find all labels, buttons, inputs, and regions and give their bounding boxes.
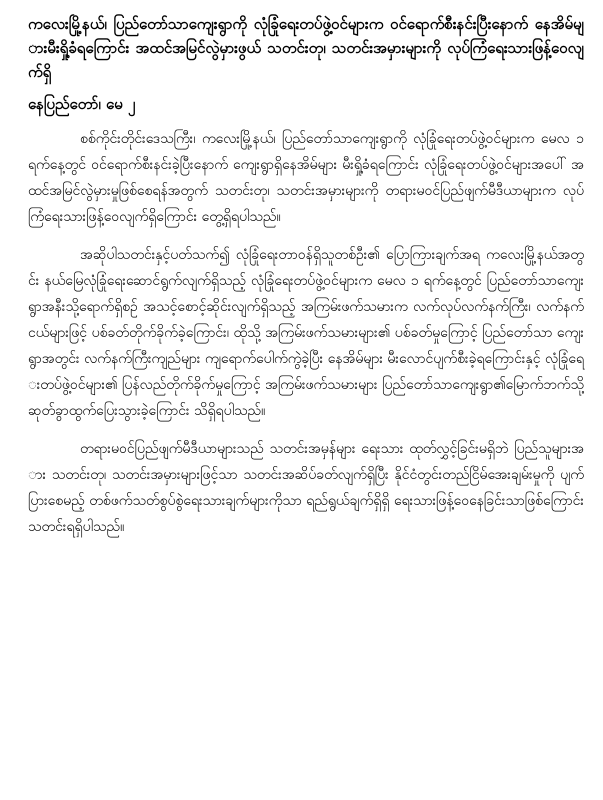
article-headline: ကလေးမြို့နယ်၊ ပြည်တော်သာကျေးရွာကို လုံခြုံရေးတပ်ဖွဲ့ဝင်များက ဝင်ရောက်စီးနင်းပြီးနောက် နေအိမ်များမီးရှို့ခံရကြောင်း အထင်အမြင်လွဲမှားဖွယ် သတင်းတု၊ သတင်းအမှားများကို လုပ်ကြံရေးသားဖြန့်ဝေလျက်ရှိ — [28, 15, 584, 81]
article-paragraph-2: အဆိုပါသတင်းနှင့်ပတ်သက်၍ လုံခြုံရေးတာဝန်ရှိသူတစ်ဦး၏ ပြောကြားချက်အရ ကလေးမြို့နယ်အတွင်း နယ်မြေလုံခြုံရေးဆောင်ရွက်လျက်ရှိသည့် လုံခြုံရေးတပ်ဖွဲ့ဝင်များက မေလ ၁ ရက်နေ့တွင် ပြည်တော်သာကျေးရွာအနီးသို့ရောက်ရှိစဉ် အသင့်စောင့်ဆိုင်းလျက်ရှိသည့် အကြမ်းဖက်သမားက လက်လုပ်လက်နက်ကြီး၊ လက်နက်ငယ်များဖြင့် ပစ်ခတ်တိုက်ခိုက်ခဲ့ကြောင်း၊ ထိုသို့ အကြမ်းဖက်သမားများ၏ ပစ်ခတ်မှုကြောင့် ပြည်တော်သာ ကျေးရွာအတွင်း လက်နက်ကြီးကျည်များ ကျရောက်ပေါက်ကွဲခဲ့ပြီး နေအိမ်များ မီးလောင်ပျက်စီးခဲ့ရကြောင်းနှင့် လုံခြုံရေးတပ်ဖွဲ့ဝင်များ၏ ပြန်လည်တိုက်ခိုက်မှုကြောင့် အကြမ်းဖက်သမားများ ပြည်တော်သာကျေးရွာ၏မြောက်ဘက်သို့ ဆုတ်ခွာထွက်ပြေးသွားခဲ့ကြောင်း သိရှိရပါသည်။ — [28, 247, 584, 419]
article-dateline: နေပြည်တော်၊ မေ ၂ — [28, 95, 136, 113]
article-paragraph-3: တရားမဝင်ပြည်ဖျက်မီဒီယာများသည် သတင်းအမှန်များ ရေးသား ထုတ်လွှင့်ခြင်းမရှိဘဲ ပြည်သူများအား သတင်းတု၊ သတင်းအမှားများဖြင့်သာ သတင်းအဆိပ်ခတ်လျက်ရှိပြီး နိုင်ငံတွင်းတည်ငြိမ်အေးချမ်းမှုကို ပျက်ပြားစေမည့် တစ်ဖက်သတ်စွပ်စွဲရေးသားချက်များကိုသာ ရည်ရွယ်ချက်ရှိရှိ ရေးသားဖြန့်ဝေနေခြင်းသာဖြစ်ကြောင်း သတင်းရရှိပါသည်။ — [28, 441, 584, 535]
news-article — [28, 12, 584, 552]
article-paragraph-1: စစ်ကိုင်းတိုင်းဒေသကြီး၊ ကလေးမြို့နယ်၊ ပြည်တော်သာကျေးရွာကို လုံခြုံရေးတပ်ဖွဲ့ဝင်များက မေလ ၁ ရက်နေ့တွင် ဝင်ရောက်စီးနင်းခဲ့ပြီးနောက် ကျေးရွာရှိနေအိမ်များ မီးရှို့ခံရကြောင်း လုံခြုံရေးတပ်ဖွဲ့ဝင်များအပေါ် အထင်အမြင်လွဲမှားမှုဖြစ်စေရန်အတွက် သတင်းတု၊ သတင်းအမှားများကို တရားမဝင်ပြည်ဖျက်မီဒီယာများက လုပ်ကြံရေးသားဖြန့်ဝေလျက်ရှိကြောင်း တွေ့ရှိရပါသည်။ — [28, 131, 584, 225]
